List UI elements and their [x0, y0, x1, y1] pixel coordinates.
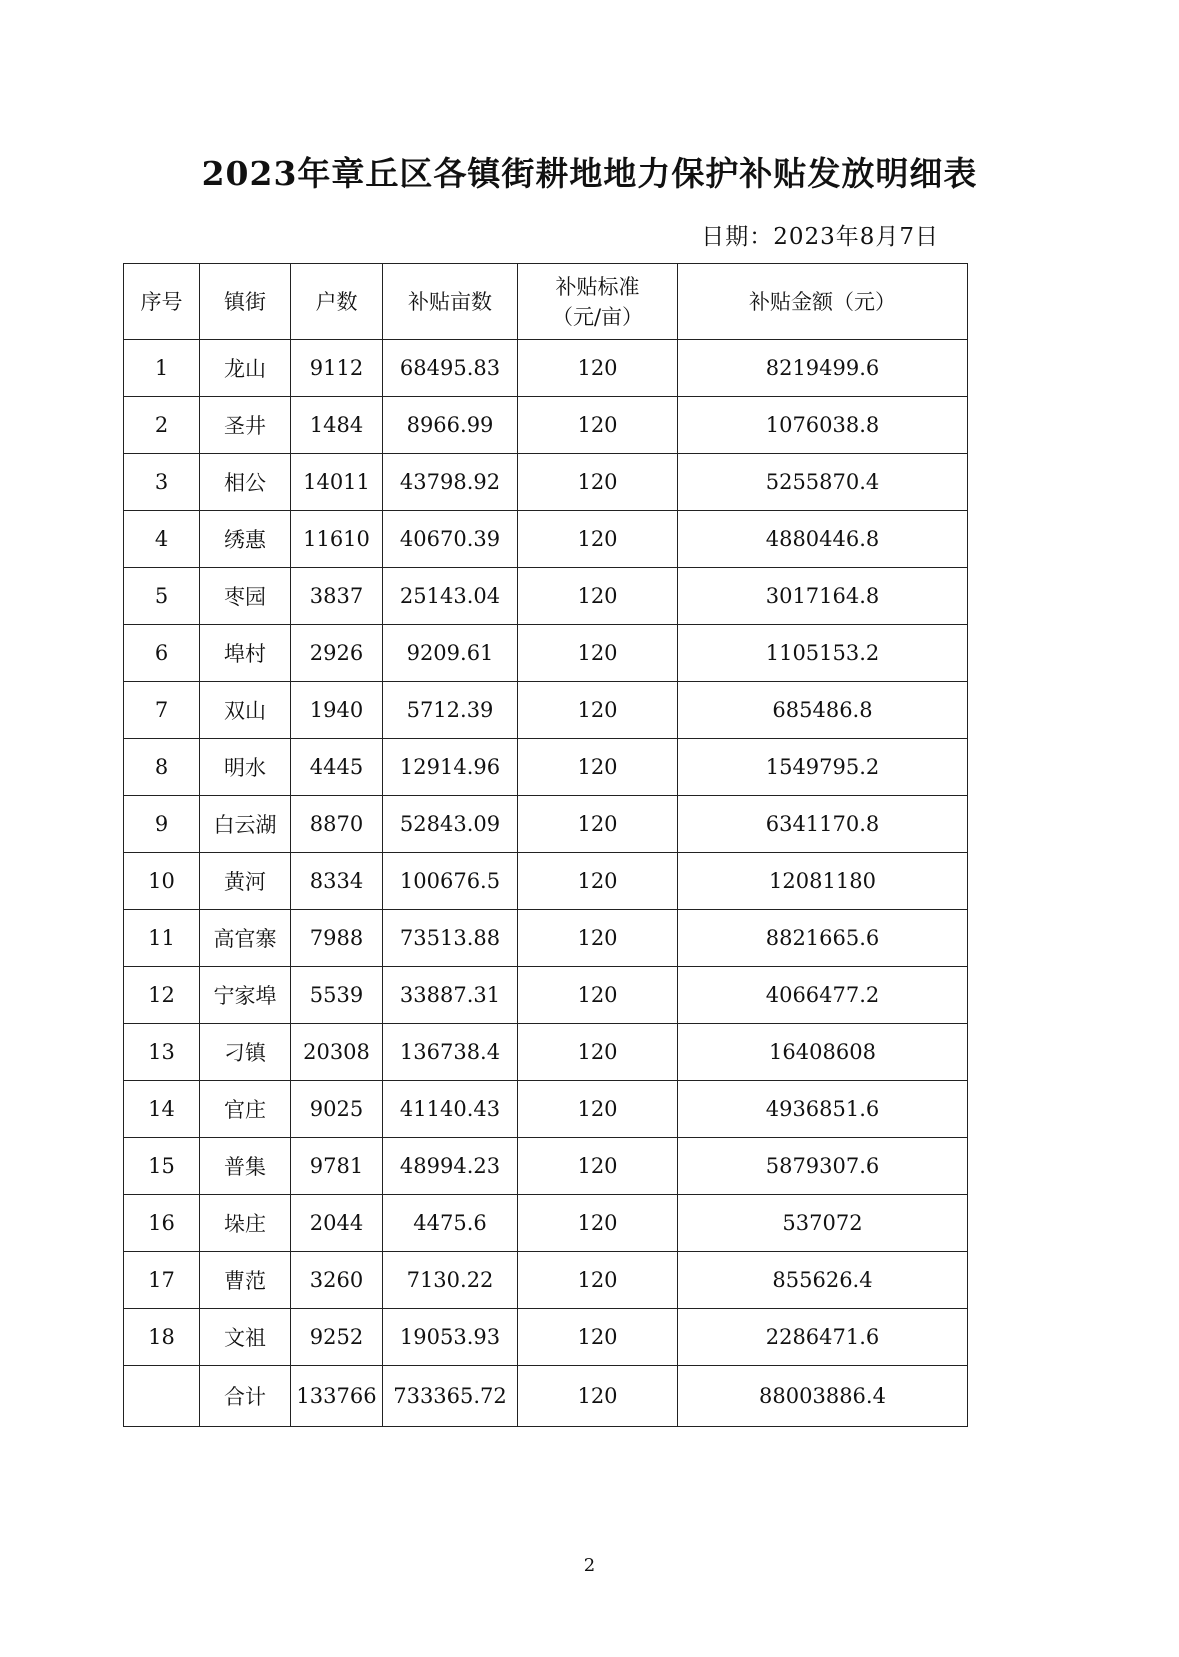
cell-standard: 120	[518, 910, 678, 967]
cell-area: 4475.6	[383, 1195, 518, 1252]
cell-households: 14011	[291, 454, 383, 511]
cell-index: 1	[124, 340, 200, 397]
cell-index: 5	[124, 568, 200, 625]
cell-town: 龙山	[200, 340, 291, 397]
table-row	[124, 739, 968, 796]
table-row	[124, 682, 968, 739]
cell-town: 刁镇	[200, 1024, 291, 1081]
cell-standard: 120	[518, 625, 678, 682]
cell-index: 16	[124, 1195, 200, 1252]
total-cell-index	[124, 1366, 200, 1427]
table-body	[124, 340, 968, 1427]
header-area: 补贴亩数	[383, 264, 518, 340]
cell-index: 17	[124, 1252, 200, 1309]
total-cell-area: 733365.72	[383, 1366, 518, 1427]
cell-area: 12914.96	[383, 739, 518, 796]
document-date: 日期：2023年8月7日	[701, 224, 939, 250]
total-cell-households: 133766	[291, 1366, 383, 1427]
cell-index: 10	[124, 853, 200, 910]
header-standard: 补贴标准（元/亩）	[518, 264, 678, 340]
cell-index: 11	[124, 910, 200, 967]
cell-index: 3	[124, 454, 200, 511]
cell-households: 11610	[291, 511, 383, 568]
cell-index: 13	[124, 1024, 200, 1081]
table-row	[124, 1081, 968, 1138]
cell-town: 埠村	[200, 625, 291, 682]
table-row	[124, 1252, 968, 1309]
cell-index: 4	[124, 511, 200, 568]
cell-index: 14	[124, 1081, 200, 1138]
table-row	[124, 796, 968, 853]
cell-households: 2926	[291, 625, 383, 682]
cell-amount: 2286471.6	[678, 1309, 968, 1366]
cell-amount: 6341170.8	[678, 796, 968, 853]
cell-households: 1940	[291, 682, 383, 739]
cell-amount: 4880446.8	[678, 511, 968, 568]
cell-area: 41140.43	[383, 1081, 518, 1138]
cell-amount: 3017164.8	[678, 568, 968, 625]
cell-town: 明水	[200, 739, 291, 796]
cell-area: 8966.99	[383, 397, 518, 454]
cell-standard: 120	[518, 340, 678, 397]
table-row	[124, 910, 968, 967]
cell-standard: 120	[518, 739, 678, 796]
cell-index: 12	[124, 967, 200, 1024]
table-row	[124, 454, 968, 511]
total-cell-standard: 120	[518, 1366, 678, 1427]
cell-households: 3837	[291, 568, 383, 625]
cell-area: 43798.92	[383, 454, 518, 511]
header-town: 镇街	[200, 264, 291, 340]
cell-town: 文祖	[200, 1309, 291, 1366]
cell-index: 9	[124, 796, 200, 853]
cell-amount: 1076038.8	[678, 397, 968, 454]
header-households: 户数	[291, 264, 383, 340]
cell-standard: 120	[518, 454, 678, 511]
cell-amount: 8821665.6	[678, 910, 968, 967]
cell-standard: 120	[518, 1252, 678, 1309]
table-row	[124, 625, 968, 682]
table-row	[124, 340, 968, 397]
table-row	[124, 568, 968, 625]
cell-index: 18	[124, 1309, 200, 1366]
page-number: 2	[583, 1555, 596, 1576]
total-cell-town: 合计	[200, 1366, 291, 1427]
table-row	[124, 397, 968, 454]
cell-standard: 120	[518, 568, 678, 625]
total-row	[124, 1366, 968, 1427]
cell-amount: 855626.4	[678, 1252, 968, 1309]
cell-area: 25143.04	[383, 568, 518, 625]
total-cell-amount: 88003886.4	[678, 1366, 968, 1427]
cell-amount: 537072	[678, 1195, 968, 1252]
cell-households: 9112	[291, 340, 383, 397]
document-title: 2023年章丘区各镇街耕地地力保护补贴发放明细表	[201, 154, 978, 193]
cell-amount: 1105153.2	[678, 625, 968, 682]
cell-town: 圣井	[200, 397, 291, 454]
cell-index: 15	[124, 1138, 200, 1195]
cell-town: 白云湖	[200, 796, 291, 853]
cell-area: 52843.09	[383, 796, 518, 853]
cell-households: 1484	[291, 397, 383, 454]
cell-standard: 120	[518, 511, 678, 568]
cell-town: 官庄	[200, 1081, 291, 1138]
table-header-row	[124, 264, 968, 340]
cell-standard: 120	[518, 1024, 678, 1081]
table-row	[124, 1309, 968, 1366]
cell-area: 68495.83	[383, 340, 518, 397]
cell-index: 7	[124, 682, 200, 739]
cell-area: 7130.22	[383, 1252, 518, 1309]
cell-households: 4445	[291, 739, 383, 796]
cell-standard: 120	[518, 853, 678, 910]
cell-households: 8870	[291, 796, 383, 853]
cell-area: 9209.61	[383, 625, 518, 682]
table-row	[124, 1138, 968, 1195]
cell-standard: 120	[518, 682, 678, 739]
cell-area: 40670.39	[383, 511, 518, 568]
cell-amount: 4066477.2	[678, 967, 968, 1024]
cell-amount: 5255870.4	[678, 454, 968, 511]
cell-town: 绣惠	[200, 511, 291, 568]
cell-households: 8334	[291, 853, 383, 910]
cell-households: 3260	[291, 1252, 383, 1309]
cell-standard: 120	[518, 1195, 678, 1252]
cell-town: 相公	[200, 454, 291, 511]
cell-town: 曹范	[200, 1252, 291, 1309]
cell-standard: 120	[518, 397, 678, 454]
cell-area: 5712.39	[383, 682, 518, 739]
cell-households: 7988	[291, 910, 383, 967]
cell-area: 136738.4	[383, 1024, 518, 1081]
header-amount: 补贴金额（元）	[678, 264, 968, 340]
cell-town: 黄河	[200, 853, 291, 910]
cell-households: 20308	[291, 1024, 383, 1081]
cell-town: 宁家埠	[200, 967, 291, 1024]
cell-amount: 12081180	[678, 853, 968, 910]
cell-standard: 120	[518, 1138, 678, 1195]
cell-town: 枣园	[200, 568, 291, 625]
cell-amount: 8219499.6	[678, 340, 968, 397]
cell-index: 6	[124, 625, 200, 682]
table-row	[124, 511, 968, 568]
cell-amount: 4936851.6	[678, 1081, 968, 1138]
cell-households: 9025	[291, 1081, 383, 1138]
cell-amount: 16408608	[678, 1024, 968, 1081]
table-row	[124, 1195, 968, 1252]
cell-standard: 120	[518, 1081, 678, 1138]
table-row	[124, 853, 968, 910]
table-row	[124, 1024, 968, 1081]
cell-standard: 120	[518, 796, 678, 853]
table-row	[124, 967, 968, 1024]
cell-standard: 120	[518, 967, 678, 1024]
cell-households: 9781	[291, 1138, 383, 1195]
cell-amount: 5879307.6	[678, 1138, 968, 1195]
cell-area: 73513.88	[383, 910, 518, 967]
cell-town: 垛庄	[200, 1195, 291, 1252]
cell-households: 2044	[291, 1195, 383, 1252]
cell-town: 高官寨	[200, 910, 291, 967]
cell-amount: 1549795.2	[678, 739, 968, 796]
cell-area: 33887.31	[383, 967, 518, 1024]
cell-households: 5539	[291, 967, 383, 1024]
cell-town: 双山	[200, 682, 291, 739]
cell-households: 9252	[291, 1309, 383, 1366]
cell-amount: 685486.8	[678, 682, 968, 739]
cell-index: 8	[124, 739, 200, 796]
header-index: 序号	[124, 264, 200, 340]
cell-area: 48994.23	[383, 1138, 518, 1195]
cell-town: 普集	[200, 1138, 291, 1195]
cell-area: 19053.93	[383, 1309, 518, 1366]
cell-area: 100676.5	[383, 853, 518, 910]
subsidy-table	[123, 263, 968, 1427]
cell-standard: 120	[518, 1309, 678, 1366]
cell-index: 2	[124, 397, 200, 454]
